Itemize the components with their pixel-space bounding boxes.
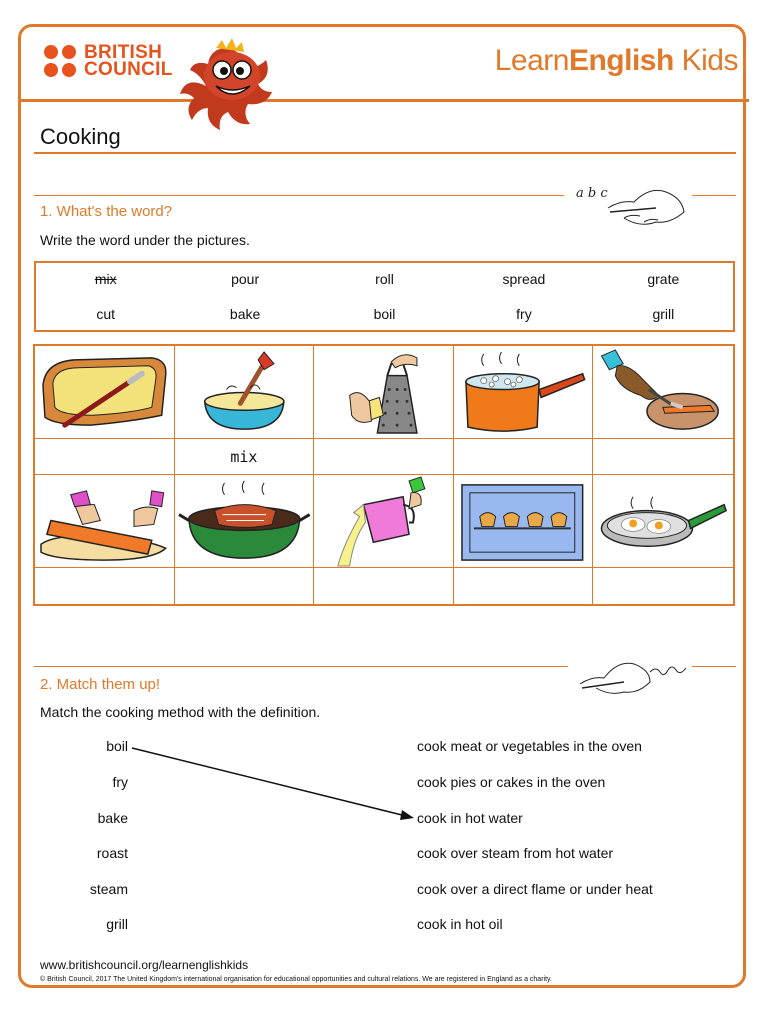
picture-cell xyxy=(454,346,594,439)
writing-hand-icon xyxy=(600,178,690,234)
picture-cell xyxy=(593,346,733,439)
word-bank-row-2 xyxy=(36,306,733,322)
answer-box[interactable] xyxy=(593,568,733,604)
answer-box[interactable]: mix xyxy=(175,439,315,475)
hand-caption: a b c xyxy=(576,186,608,201)
footer-copyright: © British Council, 2017 The United Kingdom's international organisation for educational opportunities and cultural relations. We are registered in England as a charity. xyxy=(40,976,552,983)
definition-oven-meat[interactable]: cook meat or vegetables in the oven xyxy=(417,738,642,754)
answer-box[interactable] xyxy=(175,568,315,604)
definition-direct-flame[interactable]: cook over a direct flame or under heat xyxy=(417,881,653,897)
page-title: Cooking xyxy=(40,124,121,149)
word-pour: pour xyxy=(231,271,260,287)
word-fry: fry xyxy=(516,306,532,322)
answer-box[interactable] xyxy=(314,568,454,604)
picture-cell xyxy=(314,346,454,439)
barbecue-grill-icon xyxy=(175,475,314,567)
section1-rule-end xyxy=(692,195,736,196)
cheese-grater-icon xyxy=(314,346,453,438)
answer-box[interactable] xyxy=(35,568,175,604)
section2-rule xyxy=(34,666,568,667)
cutting-carrot-icon xyxy=(593,346,733,438)
definition-oven-cakes[interactable]: cook pies or cakes in the oven xyxy=(417,774,606,790)
header-divider xyxy=(18,99,749,102)
picture-cell xyxy=(35,475,175,568)
picture-grid xyxy=(33,344,735,606)
section1-heading: 1. What's the word? xyxy=(40,203,173,220)
word-grate: grate xyxy=(647,271,680,287)
section2-heading: 2. Match them up! xyxy=(40,676,161,693)
method-grill[interactable]: grill xyxy=(106,916,128,932)
british-council-dots-icon xyxy=(44,45,76,77)
word-grill: grill xyxy=(652,306,675,322)
word-cut: cut xyxy=(96,306,116,322)
mascot-monster-icon xyxy=(176,36,286,132)
picture-cell xyxy=(175,346,315,439)
writing-hand-icon xyxy=(576,652,688,700)
definition-steam[interactable]: cook over steam from hot water xyxy=(417,845,614,861)
boiling-pot-icon xyxy=(454,346,593,438)
rolling-pin-icon xyxy=(35,475,174,567)
method-boil[interactable]: boil xyxy=(106,738,128,754)
section2-rule-end xyxy=(692,666,736,667)
answer-box[interactable] xyxy=(35,439,175,475)
learnenglish-kids-logo[interactable]: LearnEnglish Kids xyxy=(494,44,738,77)
picture-cell xyxy=(454,475,594,568)
answer-box[interactable] xyxy=(593,439,733,475)
title-divider xyxy=(34,152,736,154)
footer-url[interactable]: www.britishcouncil.org/learnenglishkids xyxy=(40,958,249,972)
section1-rule xyxy=(34,195,564,196)
british-council-logo[interactable] xyxy=(44,44,173,78)
bread-with-butter-icon xyxy=(35,346,174,438)
method-fry[interactable]: fry xyxy=(112,774,128,790)
method-bake[interactable]: bake xyxy=(97,810,128,826)
picture-cell xyxy=(314,475,454,568)
mixing-bowl-icon xyxy=(175,346,314,438)
section2-instruction: Match the cooking method with the definition. xyxy=(40,704,321,720)
frying-pan-icon xyxy=(593,475,733,567)
word-roll: roll xyxy=(375,271,394,287)
pouring-jug-icon xyxy=(314,475,453,567)
method-steam[interactable]: steam xyxy=(89,881,128,897)
definition-hot-oil[interactable]: cook in hot oil xyxy=(417,916,503,932)
oven-cakes-icon xyxy=(454,475,593,567)
method-roast[interactable]: roast xyxy=(96,845,128,861)
answer-box[interactable] xyxy=(314,439,454,475)
word-bank xyxy=(34,261,735,332)
word-bake: bake xyxy=(229,306,261,322)
definition-hot-water[interactable]: cook in hot water xyxy=(417,810,523,826)
word-mix: mix xyxy=(94,271,117,287)
picture-cell xyxy=(593,475,733,568)
british-council-wordmark: BRITISH COUNCIL xyxy=(84,42,173,80)
picture-cell xyxy=(175,475,315,568)
answer-box[interactable] xyxy=(454,568,594,604)
word-boil: boil xyxy=(373,306,396,322)
word-bank-row-1 xyxy=(36,271,733,287)
answer-box[interactable] xyxy=(454,439,594,475)
section1-instruction: Write the word under the pictures. xyxy=(40,232,250,248)
word-spread: spread xyxy=(502,271,546,287)
picture-cell xyxy=(35,346,175,439)
